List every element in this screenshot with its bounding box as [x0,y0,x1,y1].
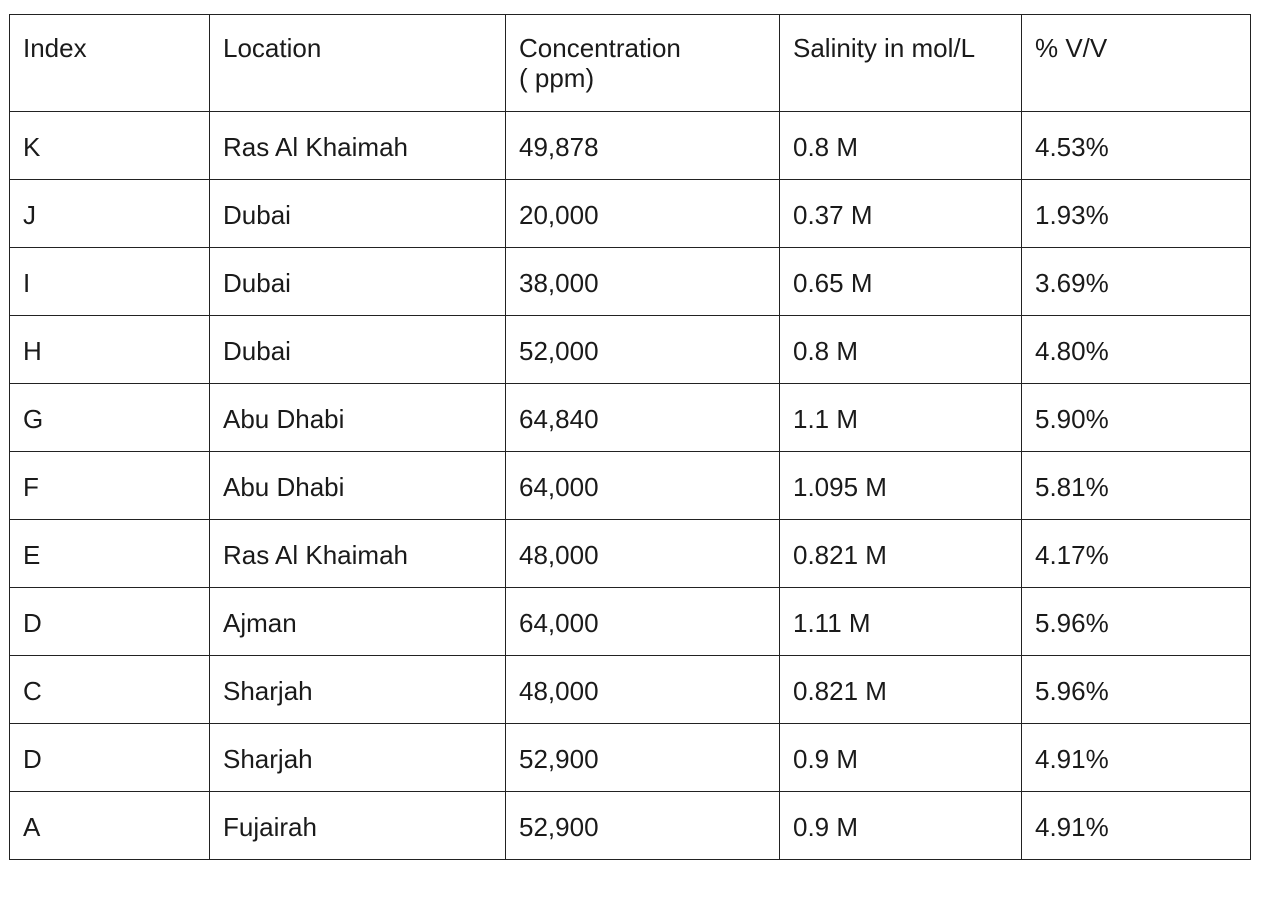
cell-index: D [10,724,210,792]
table-row [10,588,1251,656]
cell-salinity: 0.8 M [780,112,1022,180]
table-body [10,112,1251,860]
cell-location: Sharjah [210,724,506,792]
cell-location: Ras Al Khaimah [210,112,506,180]
cell-location: Dubai [210,180,506,248]
header-location: Location [210,15,506,112]
cell-vv: 1.93% [1022,180,1251,248]
table-row [10,384,1251,452]
salinity-table [9,14,1251,860]
cell-index: E [10,520,210,588]
cell-vv: 4.91% [1022,724,1251,792]
cell-vv: 4.80% [1022,316,1251,384]
header-salinity: Salinity in mol/L [780,15,1022,112]
table-row [10,112,1251,180]
cell-index: A [10,792,210,860]
header-concentration-line2: ( ppm) [519,63,595,93]
header-concentration-line1: Concentration [519,33,681,63]
cell-vv: 4.53% [1022,112,1251,180]
table-row [10,724,1251,792]
table-row [10,452,1251,520]
cell-salinity: 0.9 M [780,724,1022,792]
cell-vv: 5.90% [1022,384,1251,452]
cell-salinity: 0.821 M [780,656,1022,724]
cell-index: G [10,384,210,452]
cell-salinity: 0.65 M [780,248,1022,316]
cell-salinity: 0.9 M [780,792,1022,860]
table-row [10,656,1251,724]
cell-concentration: 64,000 [506,452,780,520]
table-row [10,792,1251,860]
cell-index: D [10,588,210,656]
cell-concentration: 52,000 [506,316,780,384]
cell-salinity: 1.095 M [780,452,1022,520]
cell-vv: 5.96% [1022,588,1251,656]
table-row [10,180,1251,248]
table-row [10,520,1251,588]
cell-concentration: 64,840 [506,384,780,452]
cell-index: H [10,316,210,384]
table-row [10,248,1251,316]
cell-index: J [10,180,210,248]
cell-index: K [10,112,210,180]
cell-concentration: 48,000 [506,520,780,588]
cell-index: F [10,452,210,520]
cell-vv: 5.81% [1022,452,1251,520]
cell-location: Abu Dhabi [210,452,506,520]
header-row [10,15,1251,112]
cell-location: Ajman [210,588,506,656]
cell-vv: 3.69% [1022,248,1251,316]
cell-salinity: 0.8 M [780,316,1022,384]
table-row [10,316,1251,384]
cell-index: I [10,248,210,316]
cell-location: Dubai [210,316,506,384]
cell-location: Abu Dhabi [210,384,506,452]
header-concentration [506,15,780,112]
cell-location: Fujairah [210,792,506,860]
cell-concentration: 64,000 [506,588,780,656]
cell-location: Dubai [210,248,506,316]
cell-vv: 4.91% [1022,792,1251,860]
cell-concentration: 49,878 [506,112,780,180]
cell-concentration: 20,000 [506,180,780,248]
cell-concentration: 48,000 [506,656,780,724]
header-index: Index [10,15,210,112]
cell-concentration: 52,900 [506,792,780,860]
cell-vv: 5.96% [1022,656,1251,724]
cell-salinity: 1.11 M [780,588,1022,656]
cell-salinity: 0.37 M [780,180,1022,248]
cell-location: Ras Al Khaimah [210,520,506,588]
cell-index: C [10,656,210,724]
cell-concentration: 38,000 [506,248,780,316]
header-vv: % V/V [1022,15,1251,112]
cell-vv: 4.17% [1022,520,1251,588]
cell-salinity: 1.1 M [780,384,1022,452]
table-header [10,15,1251,112]
cell-salinity: 0.821 M [780,520,1022,588]
cell-concentration: 52,900 [506,724,780,792]
cell-location: Sharjah [210,656,506,724]
